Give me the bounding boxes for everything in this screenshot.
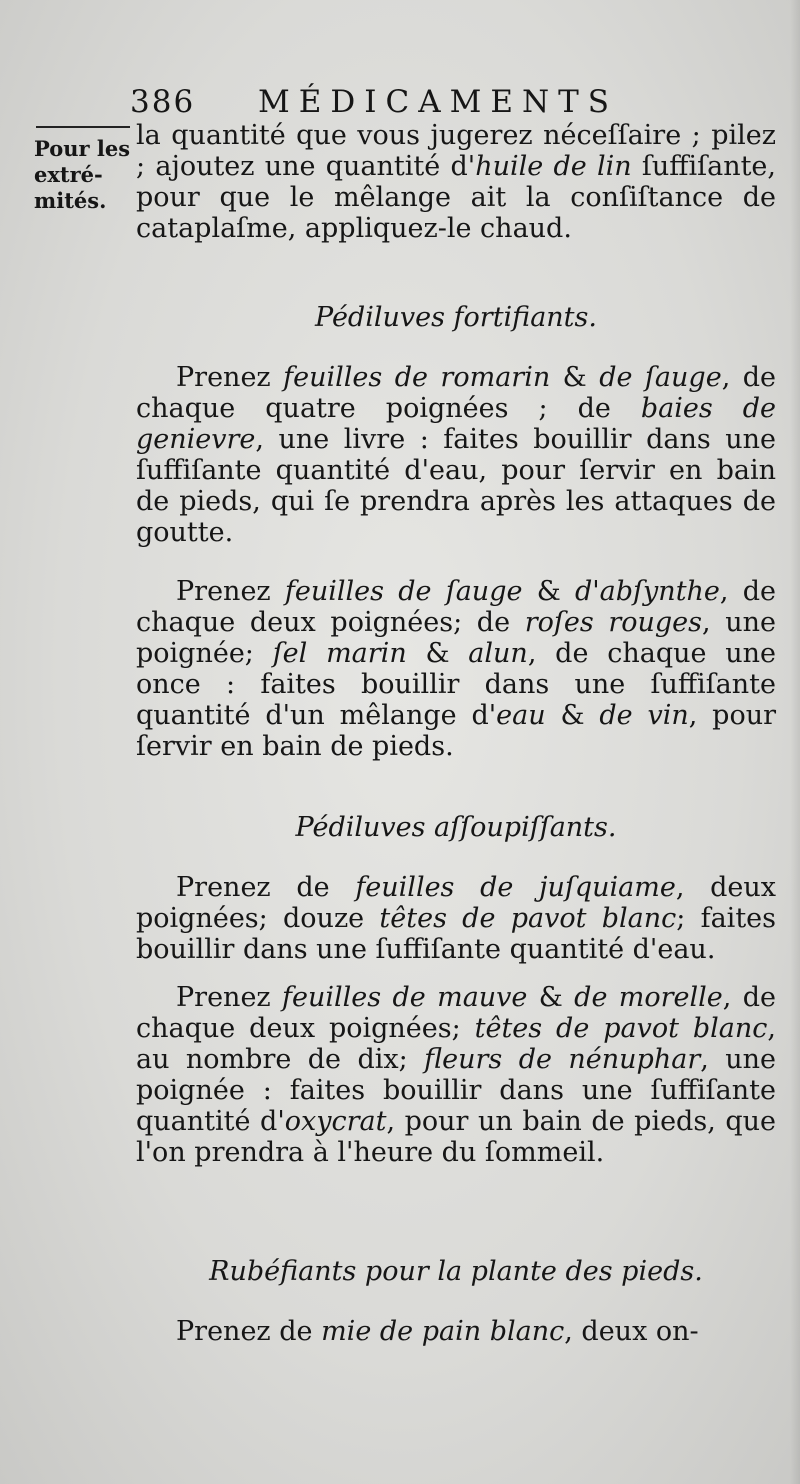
recipe-paragraph-2: Prenez feuilles de ſauge & d'abſynthe, de chaque deux poignées; de roſes rouges, une poignée; ſel marin & alun, de chaque une once : faites bouillir dans une ſuffiſante quantité d'un mêlange d'eau & de vin, pour ſervir en bain de pieds. [136,576,777,762]
margin-note-line: mités. [34,188,107,213]
page-edge-shadow [790,0,800,1484]
margin-note [34,136,131,214]
section-heading-assoupissants: Pédiluves aſſoupiſſants. [295,812,617,843]
running-title: MÉDICAMENTS [258,84,618,120]
section-heading-rubefiants: Rubéfiants pour la plante des pieds. [209,1256,703,1287]
recipe-paragraph-1: Prenez feuilles de romarin & de ſauge, de chaque quatre poignées ; de baies de genievre, une livre : faites bouillir dans une ſuffiſante quantité d'eau, pour ſervir en bain de pieds, qui ſe prendra après les attaques de goutte. [136,362,777,548]
paragraph-continuation: la quantité que vous jugerez néceſſaire ; pilez ; ajoutez une quantité d'huile de lin ſuffiſante, pour que le mêlange ait la conſiſtance de cataplaſme, appliquez-le chaud. [136,120,776,244]
margin-note-line: Pour les [34,136,131,161]
recipe-paragraph-4: Prenez feuilles de mauve & de morelle, de chaque deux poignées; têtes de pavot blanc, au nombre de dix; fleurs de nénuphar, une poignée : faites bouillir dans une ſuffiſante quantité d'oxycrat, pour un bain de pieds, que l'on prendra à l'heure du ſommeil. [136,982,777,1168]
page-number: 386 [130,84,196,120]
recipe-paragraph-3: Prenez de feuilles de juſquiame, deux poignées; douze têtes de pavot blanc; faites bouillir dans une ſuffiſante quantité d'eau. [136,872,776,965]
section-heading-fortifiants: Pédiluves fortifiants. [315,302,597,333]
margin-note-line: extré- [34,162,103,187]
recipe-paragraph-5: Prenez de mie de pain blanc, deux on- [176,1316,699,1347]
margin-rule [36,126,130,128]
